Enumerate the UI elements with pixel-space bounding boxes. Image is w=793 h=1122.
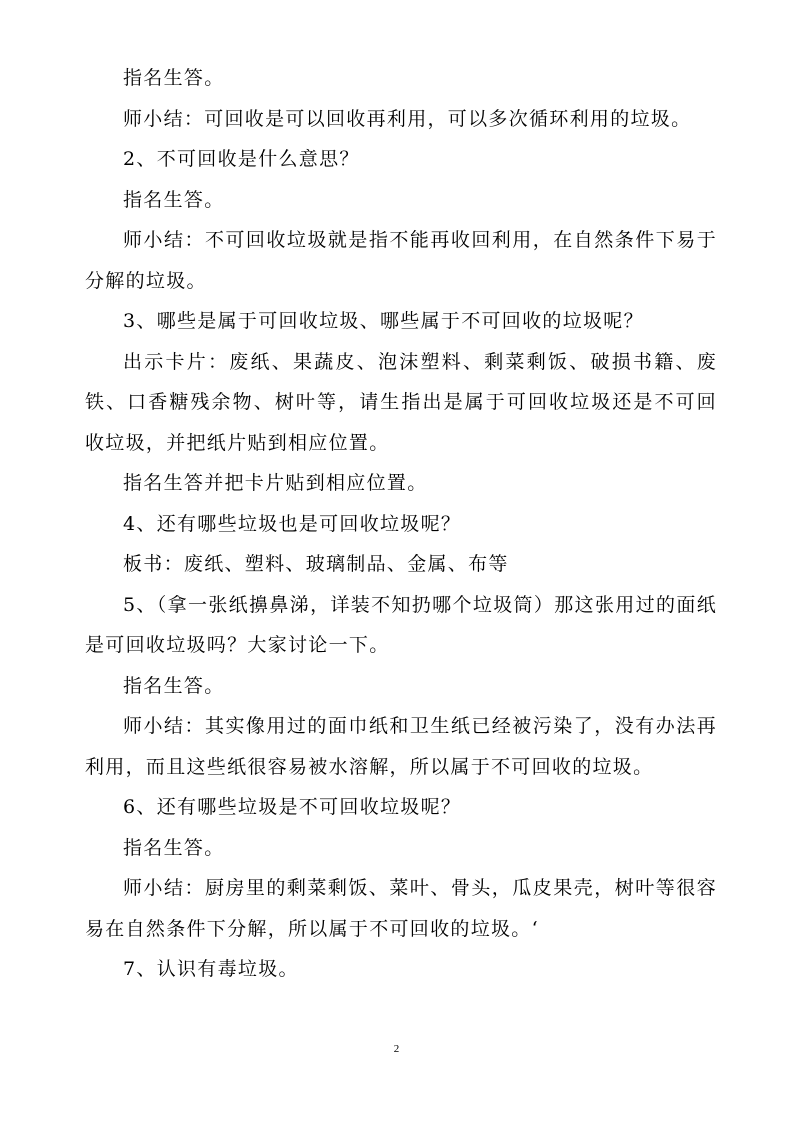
- paragraph: 指名生答。: [123, 674, 225, 697]
- paragraph: 指名生答并把卡片贴到相应位置。: [123, 472, 428, 494]
- paragraph: 师小结：可回收是可以回收再利用，可以多次循环利用的垃圾。: [123, 107, 692, 130]
- document-body: [85, 58, 732, 990]
- paragraph: 师小结：不可回收垃圾就是指不能再收回利用，在自然条件下易于分解的垃圾。: [85, 229, 717, 292]
- paragraph: 5、（拿一张纸擤鼻涕，详装不知扔哪个垃圾筒）那这张用过的面纸是可回收垃圾吗？大家讨论一下。: [85, 593, 717, 656]
- paragraph: 板书：废纸、塑料、玻璃制品、金属、布等: [123, 553, 509, 575]
- paragraph: 3、哪些是属于可回收垃圾、哪些属于不可回收的垃圾呢？: [123, 310, 644, 332]
- paragraph: 出示卡片：废纸、果蔬皮、泡沫塑料、剩菜剩饭、破损书籍、废铁、口香糖残余物、树叶等，请生指出是属于可回收垃圾还是不可回 收垃圾，并把纸片贴到相应位置。: [85, 350, 732, 454]
- paragraph: 指名生答。: [123, 188, 225, 211]
- page-number: 2: [393, 1043, 400, 1055]
- paragraph: 7、认识有毒垃圾。: [123, 958, 299, 980]
- paragraph: 6、还有哪些垃圾是不可回收垃圾呢？: [123, 796, 462, 818]
- paragraph: 2、不可回收是什么意思？: [123, 148, 360, 170]
- paragraph: 师小结：其实像用过的面巾纸和卫生纸已经被污染了，没有办法再利用，而且这些纸很容易被水溶解，所以属于不可回收的垃圾。: [85, 715, 717, 778]
- paragraph: 4、还有哪些垃圾也是可回收垃圾呢？: [123, 512, 462, 535]
- paragraph: 师小结：厨房里的剩菜剩饭、菜叶、骨头，瓜皮果壳，树叶等很容易在自然条件下分解，所以属于不可回收的垃圾。‘: [85, 877, 717, 940]
- paragraph: 指名生答。: [123, 67, 225, 89]
- paragraph: 指名生答。: [123, 836, 225, 859]
